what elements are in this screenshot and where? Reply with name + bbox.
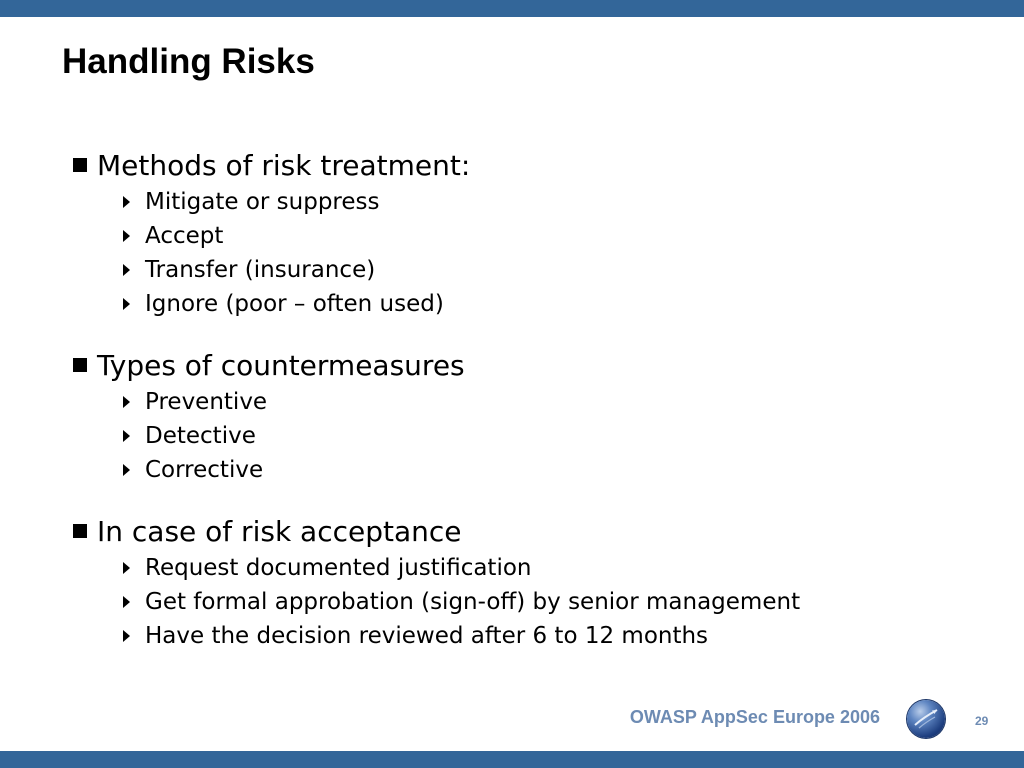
bullet-level2 bbox=[70, 619, 990, 653]
triangle-bullet-icon bbox=[123, 430, 130, 442]
bullet-text: Mitigate or suppress bbox=[145, 189, 380, 215]
bullet-level2 bbox=[70, 453, 990, 487]
square-bullet-icon bbox=[73, 524, 87, 538]
bullet-text: Accept bbox=[145, 223, 224, 249]
triangle-bullet-icon bbox=[123, 396, 130, 408]
bullet-text: Corrective bbox=[145, 457, 264, 483]
triangle-bullet-icon bbox=[123, 196, 130, 208]
bullet-text: Transfer (insurance) bbox=[145, 257, 376, 283]
section-heading: In case of risk acceptance bbox=[97, 514, 462, 548]
bullet-level2 bbox=[70, 185, 990, 219]
bullet-level2 bbox=[70, 551, 990, 585]
bullet-level2 bbox=[70, 287, 990, 321]
slide-title: Handling Risks bbox=[62, 42, 315, 81]
bullet-level1 bbox=[70, 145, 990, 185]
bottom-accent-bar bbox=[0, 751, 1024, 768]
bullet-level2 bbox=[70, 585, 990, 619]
bullet-level1 bbox=[70, 511, 990, 551]
section-risk-acceptance bbox=[70, 511, 990, 653]
triangle-bullet-icon bbox=[123, 464, 130, 476]
triangle-bullet-icon bbox=[123, 264, 130, 276]
triangle-bullet-icon bbox=[123, 230, 130, 242]
section-countermeasures bbox=[70, 345, 990, 487]
section-heading: Methods of risk treatment: bbox=[97, 148, 471, 182]
bullet-text: Have the decision reviewed after 6 to 12 months bbox=[145, 623, 709, 649]
triangle-bullet-icon bbox=[123, 630, 130, 642]
slide-content bbox=[70, 145, 990, 677]
bullet-text: Preventive bbox=[145, 389, 268, 415]
square-bullet-icon bbox=[73, 358, 87, 372]
bullet-text: Detective bbox=[145, 423, 256, 449]
bullet-text: Request documented justification bbox=[145, 555, 532, 581]
bullet-level2 bbox=[70, 219, 990, 253]
bullet-level2 bbox=[70, 419, 990, 453]
bullet-text: Ignore (poor – often used) bbox=[145, 291, 444, 317]
owasp-logo-icon bbox=[907, 700, 945, 738]
top-accent-bar bbox=[0, 0, 1024, 17]
bullet-text: Get formal approbation (sign-off) by senior management bbox=[145, 589, 801, 615]
square-bullet-icon bbox=[73, 158, 87, 172]
footer-conference-name: OWASP AppSec Europe 2006 bbox=[629, 707, 880, 727]
section-heading: Types of countermeasures bbox=[97, 348, 465, 382]
section-risk-treatment bbox=[70, 145, 990, 321]
triangle-bullet-icon bbox=[123, 596, 130, 608]
bullet-level2 bbox=[70, 385, 990, 419]
triangle-bullet-icon bbox=[123, 298, 130, 310]
triangle-bullet-icon bbox=[123, 562, 130, 574]
slide-page-number: 29 bbox=[975, 714, 989, 728]
bullet-level2 bbox=[70, 253, 990, 287]
bullet-level1 bbox=[70, 345, 990, 385]
